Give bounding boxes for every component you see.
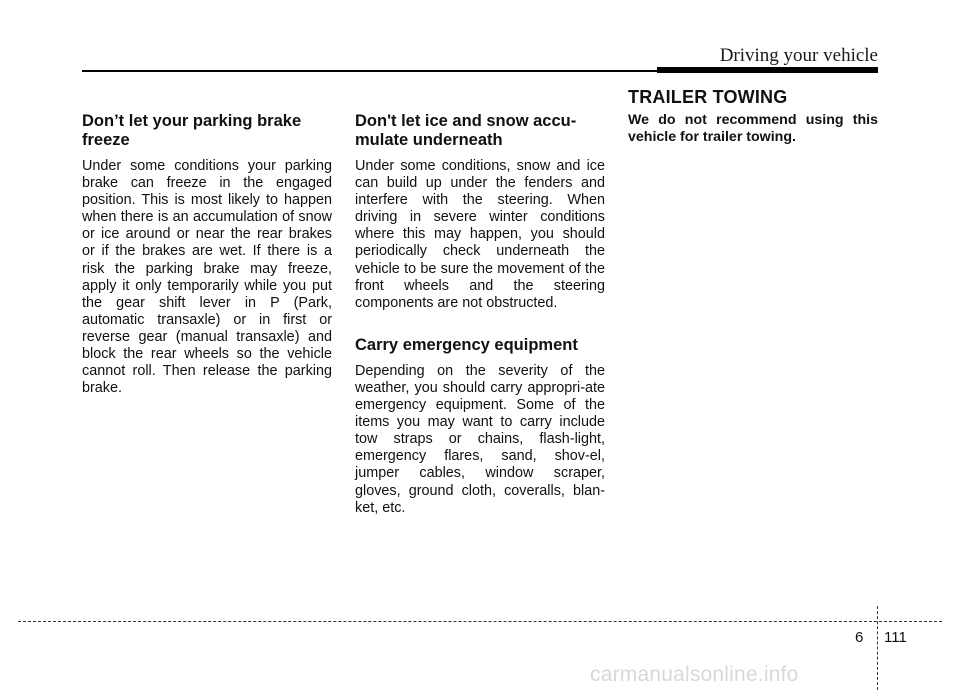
chapter-number: 6 — [855, 629, 864, 646]
section-spacer — [355, 312, 605, 336]
running-header: Driving your vehicle — [719, 45, 878, 66]
column-left — [82, 112, 332, 397]
section-title-parking-brake: Don’t let your parking brake freeze — [82, 112, 302, 149]
header-rule — [82, 70, 657, 72]
page-number: 111 — [884, 629, 907, 646]
section-body-parking-brake: Under some conditions your parking brake can freeze in the engaged position. This is most likely to happen when there is an accumulation of snow or ice around or near the rear brakes or if the brakes are wet. If there is a risk the parking brake may freeze, apply it only temporarily while you put the gear shift lever in P (Park, automatic transaxle) or in first or reverse gear (manual transaxle) and block the rear wheels so the vehicle cannot roll. Then release the parking brake. — [82, 158, 332, 397]
header-rule-accent — [657, 67, 878, 73]
section-title-ice-snow: Don't let ice and snow accu-mulate underneath — [355, 112, 577, 149]
section-body-trailer-towing: We do not recommend using this vehicle for trailer towing. — [628, 112, 878, 145]
section-body-emergency: Depending on the severity of the weather, you should carry appropri-ate emergency equipment. Some of the items you may want to carry include tow straps or chains, flash-light, emergency flares, sand, shov-el, jumper cables, window scraper, gloves, ground cloth, coveralls, blan-ket, etc. — [355, 362, 605, 516]
section-title-emergency: Carry emergency equipment — [355, 335, 578, 354]
watermark: carmanualsonline.info — [590, 663, 799, 686]
section-body-ice-snow: Under some conditions, snow and ice can build up under the fenders and interfere with the steering. When driving in severe winter conditions where this may happen, you should periodically check underneath the vehicle to be sure the movement of the front wheels and the steering components are not obstructed. — [355, 158, 605, 311]
footer-dashed-divider — [877, 606, 878, 690]
section-title-trailer-towing: TRAILER TOWING — [628, 87, 788, 107]
column-middle — [355, 112, 605, 517]
footer-dashed-rule — [18, 621, 942, 622]
column-right — [628, 112, 878, 145]
